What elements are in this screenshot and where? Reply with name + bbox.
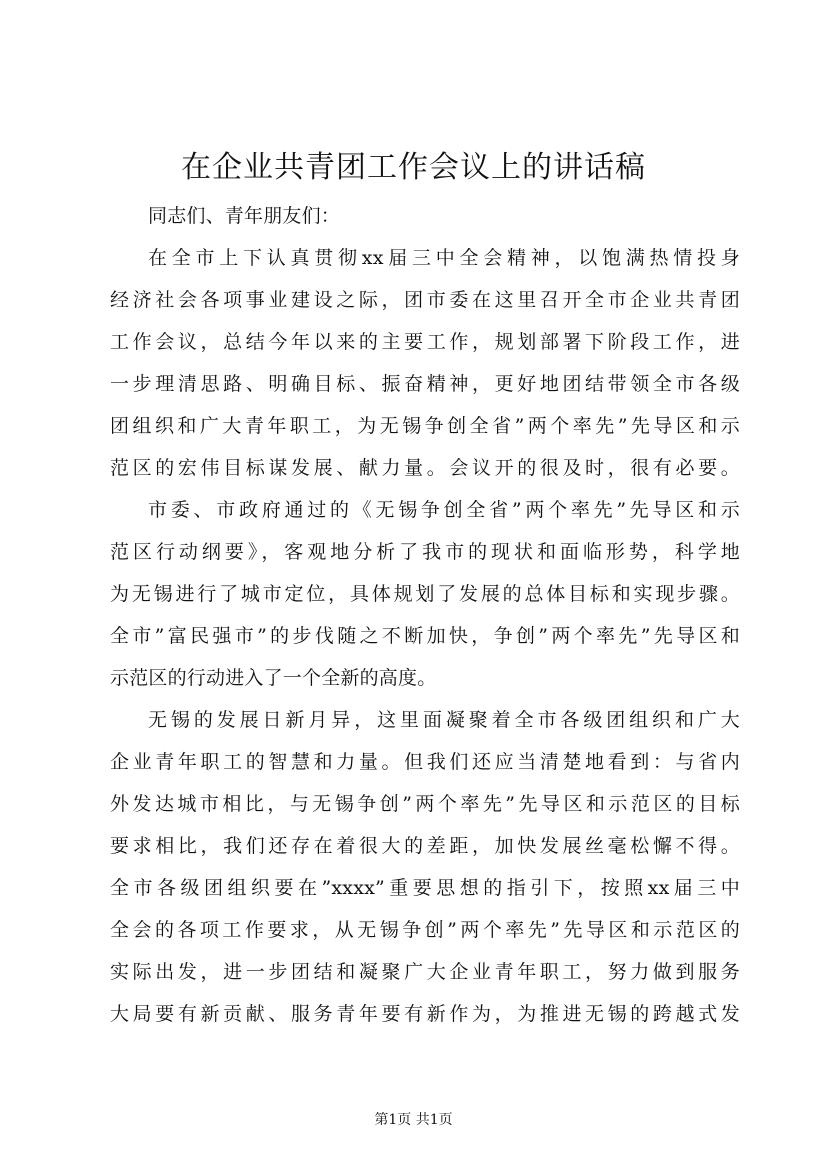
document-body — [110, 195, 740, 1035]
paragraph-2-line: 为无锡进行了城市定位，具体规划了发展的总体目标和实现步骤。 — [110, 583, 740, 605]
paragraph-1-line: 工作会议，总结今年以来的主要工作，规划部署下阶段工作，进 — [110, 331, 740, 353]
paragraph-3-line: 全市各级团组织要在”xxxx”重要思想的指引下，按照xx届三中 — [110, 877, 740, 899]
paragraph-3-line: 无锡的发展日新月异，这里面凝聚着全市各级团组织和广大 — [148, 709, 740, 731]
paragraph-3-line: 大局要有新贡献、服务青年要有新作为，为推进无锡的跨越式发 — [110, 1003, 740, 1025]
paragraph-1-line: 一步理清思路、明确目标、振奋精神，更好地团结带领全市各级 — [110, 373, 740, 395]
paragraph-2-line: 市委、市政府通过的《无锡争创全省”两个率先”先导区和示 — [148, 499, 740, 521]
paragraph-3-line: 实际出发，进一步团结和凝聚广大企业青年职工，努力做到服务 — [110, 961, 740, 983]
paragraph-3-line: 企业青年职工的智慧和力量。但我们还应当清楚地看到：与省内 — [110, 751, 740, 773]
page-footer: 第1页 共1页 — [374, 1112, 453, 1128]
paragraph-2-line: 示范区的行动进入了一个全新的高度。 — [110, 667, 437, 689]
document-title: 在企业共青团工作会议上的讲话稿 — [181, 150, 646, 185]
paragraph-1-line: 团组织和广大青年职工，为无锡争创全省”两个率先”先导区和示 — [110, 415, 740, 437]
paragraph-1-line: 在全市上下认真贯彻xx届三中全会精神，以饱满热情投身 — [148, 247, 740, 269]
paragraph-2-line: 范区行动纲要》，客观地分析了我市的现状和面临形势，科学地 — [110, 541, 740, 563]
paragraph-3-line: 外发达城市相比，与无锡争创”两个率先”先导区和示范区的目标 — [110, 793, 740, 815]
salutation-line: 同志们、青年朋友们： — [148, 205, 341, 227]
paragraph-1-line: 范区的宏伟目标谋发展、献力量。会议开的很及时，很有必要。 — [110, 457, 740, 479]
paragraph-3-line: 全会的各项工作要求，从无锡争创”两个率先”先导区和示范区的 — [110, 919, 740, 941]
paragraph-3-line: 要求相比，我们还存在着很大的差距，加快发展丝毫松懈不得。 — [110, 835, 740, 857]
paragraph-1-line: 经济社会各项事业建设之际，团市委在这里召开全市企业共青团 — [110, 289, 740, 311]
paragraph-2-line: 全市”富民强市”的步伐随之不断加快，争创”两个率先”先导区和 — [110, 625, 740, 647]
